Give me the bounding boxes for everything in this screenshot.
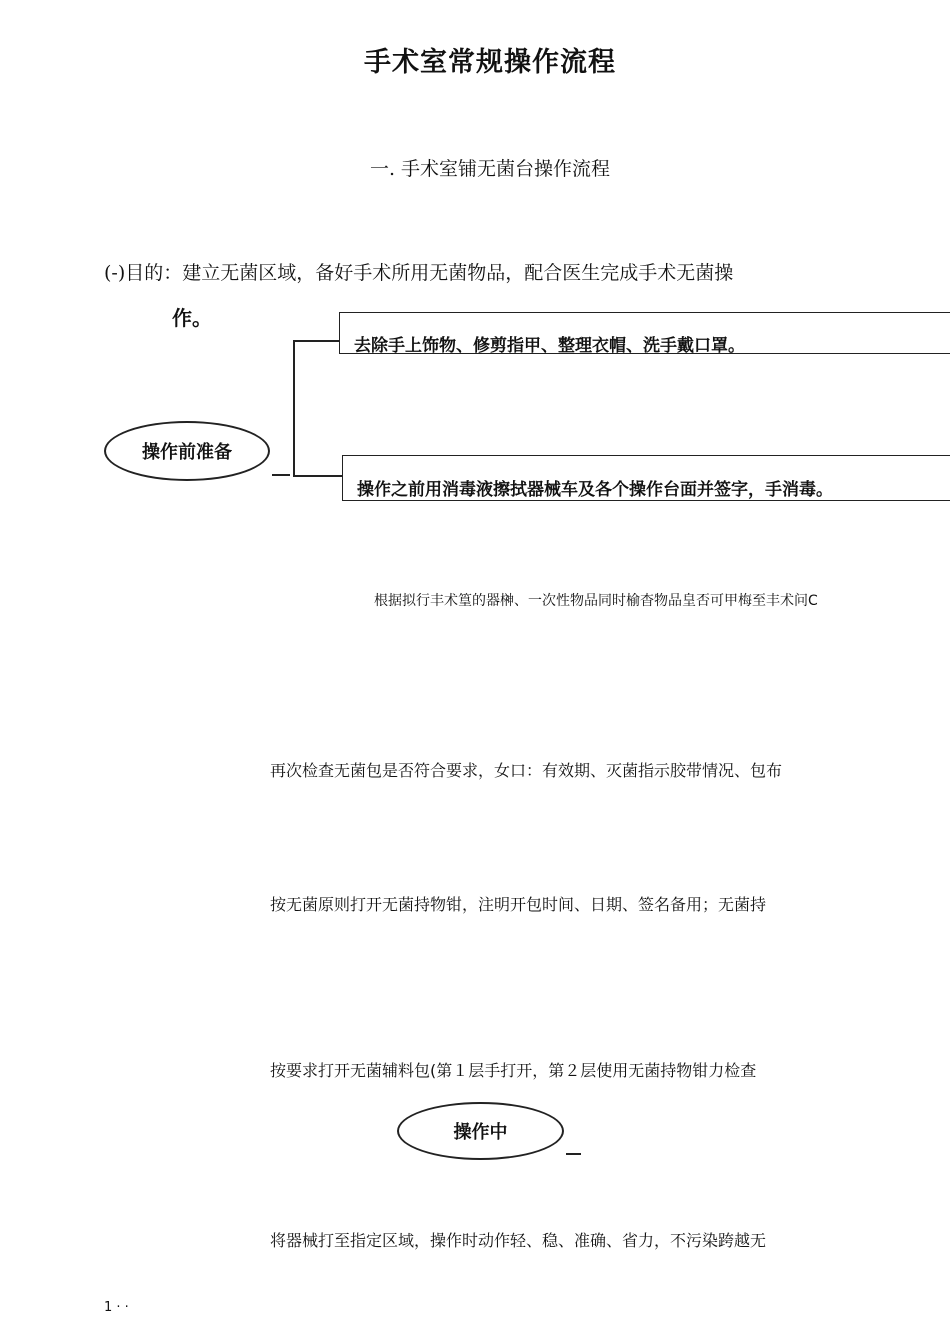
purpose-text-continued: 作。 [172, 306, 212, 330]
paragraph: 按要求打开无菌辅料包(第１层手打开，第２层使用无菌持物钳力检查 [270, 1061, 757, 1080]
prep-step-text: 去除手上饰物、修剪指甲、整理衣帽、洗手戴口罩。 [354, 336, 745, 354]
paragraph: 将器械打至指定区域，操作时动作轻、稳、准确、省力，不污染跨越无 [270, 1231, 767, 1250]
purpose-text: (-)目的：建立无菌区域，备好手术所用无菌物品，配合医生完成手术无菌操 [104, 262, 734, 284]
prep-step-text: 操作之前用消毒液擦拭器械车及各个操作台面并签字，手消毒。 [357, 480, 833, 500]
prep-node-label: 操作前准备 [142, 442, 232, 463]
paragraph: 再次检查无菌包是否符合要求，女口：有效期、灭菌指示胶带情况、包布 [270, 761, 783, 780]
connector-stub [566, 1153, 581, 1155]
connector-stub [272, 474, 290, 476]
connector-vertical [293, 340, 295, 476]
page-number: 1 · · [104, 1300, 129, 1315]
during-node-label: 操作中 [453, 1122, 508, 1143]
paragraph: 根据拟行丰术篁的器榊、一次性物品同时榆杳物品皇否可甲梅至丰术问C [374, 593, 818, 609]
connector-bottom [293, 475, 342, 477]
prep-step-box [342, 455, 950, 501]
connector-top [293, 340, 339, 342]
page-title: 手术室常规操作流程 [364, 47, 616, 78]
during-node [397, 1102, 564, 1160]
section-heading: 一. 手术室铺无菌台操作流程 [369, 158, 611, 180]
prep-node [104, 421, 270, 481]
prep-step-box [339, 312, 950, 354]
paragraph: 按无菌原则打开无菌持物钳，注明开包时间、日期、签名备用；无菌持 [270, 895, 767, 914]
